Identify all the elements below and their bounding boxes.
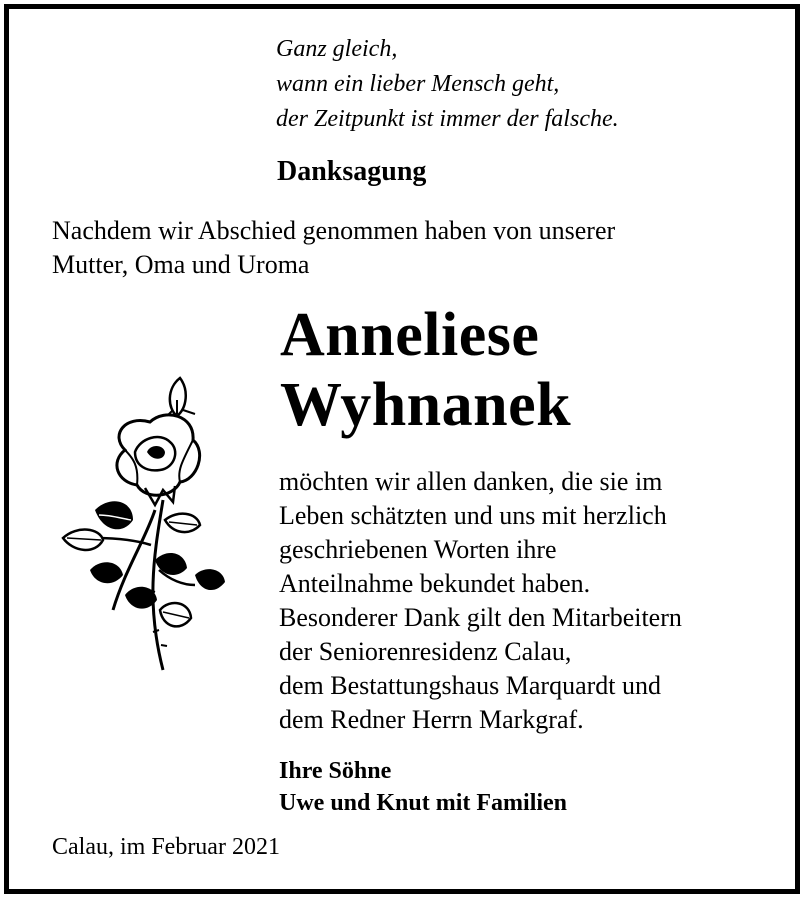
deceased-first-name: Anneliese — [280, 301, 540, 369]
quote-line: Ganz gleich, — [276, 36, 398, 62]
notice-heading: Danksagung — [277, 156, 427, 187]
message-line: möchten wir allen danken, die sie im — [279, 467, 663, 496]
intro-line: Mutter, Oma und Uroma — [52, 250, 310, 279]
quote-line: wann ein lieber Mensch geht, — [276, 71, 560, 97]
message-line: dem Bestattungshaus Marquardt und — [279, 671, 661, 700]
message-line: dem Redner Herrn Markgraf. — [279, 705, 584, 734]
signature-line: Uwe und Knut mit Familien — [279, 790, 568, 816]
message-line: geschriebenen Worten ihre — [279, 535, 557, 564]
message-line: der Seniorenresidenz Calau, — [279, 637, 572, 666]
thank-you-message — [279, 465, 682, 737]
deceased-name — [280, 300, 571, 440]
quote-line: der Zeitpunkt ist immer der falsche. — [276, 106, 619, 132]
place-and-date: Calau, im Februar 2021 — [52, 834, 280, 860]
quote — [276, 32, 619, 137]
message-line: Anteilnahme bekundet haben. — [279, 569, 591, 598]
signature-line: Ihre Söhne — [279, 758, 392, 784]
intro-text — [52, 214, 615, 282]
rose-icon — [55, 370, 230, 680]
signature — [279, 755, 567, 819]
message-line: Besonderer Dank gilt den Mitarbeitern — [279, 603, 682, 632]
message-line: Leben schätzten und uns mit herzlich — [279, 501, 667, 530]
deceased-last-name: Wyhnanek — [280, 371, 572, 439]
intro-line: Nachdem wir Abschied genommen haben von unserer — [52, 216, 616, 245]
